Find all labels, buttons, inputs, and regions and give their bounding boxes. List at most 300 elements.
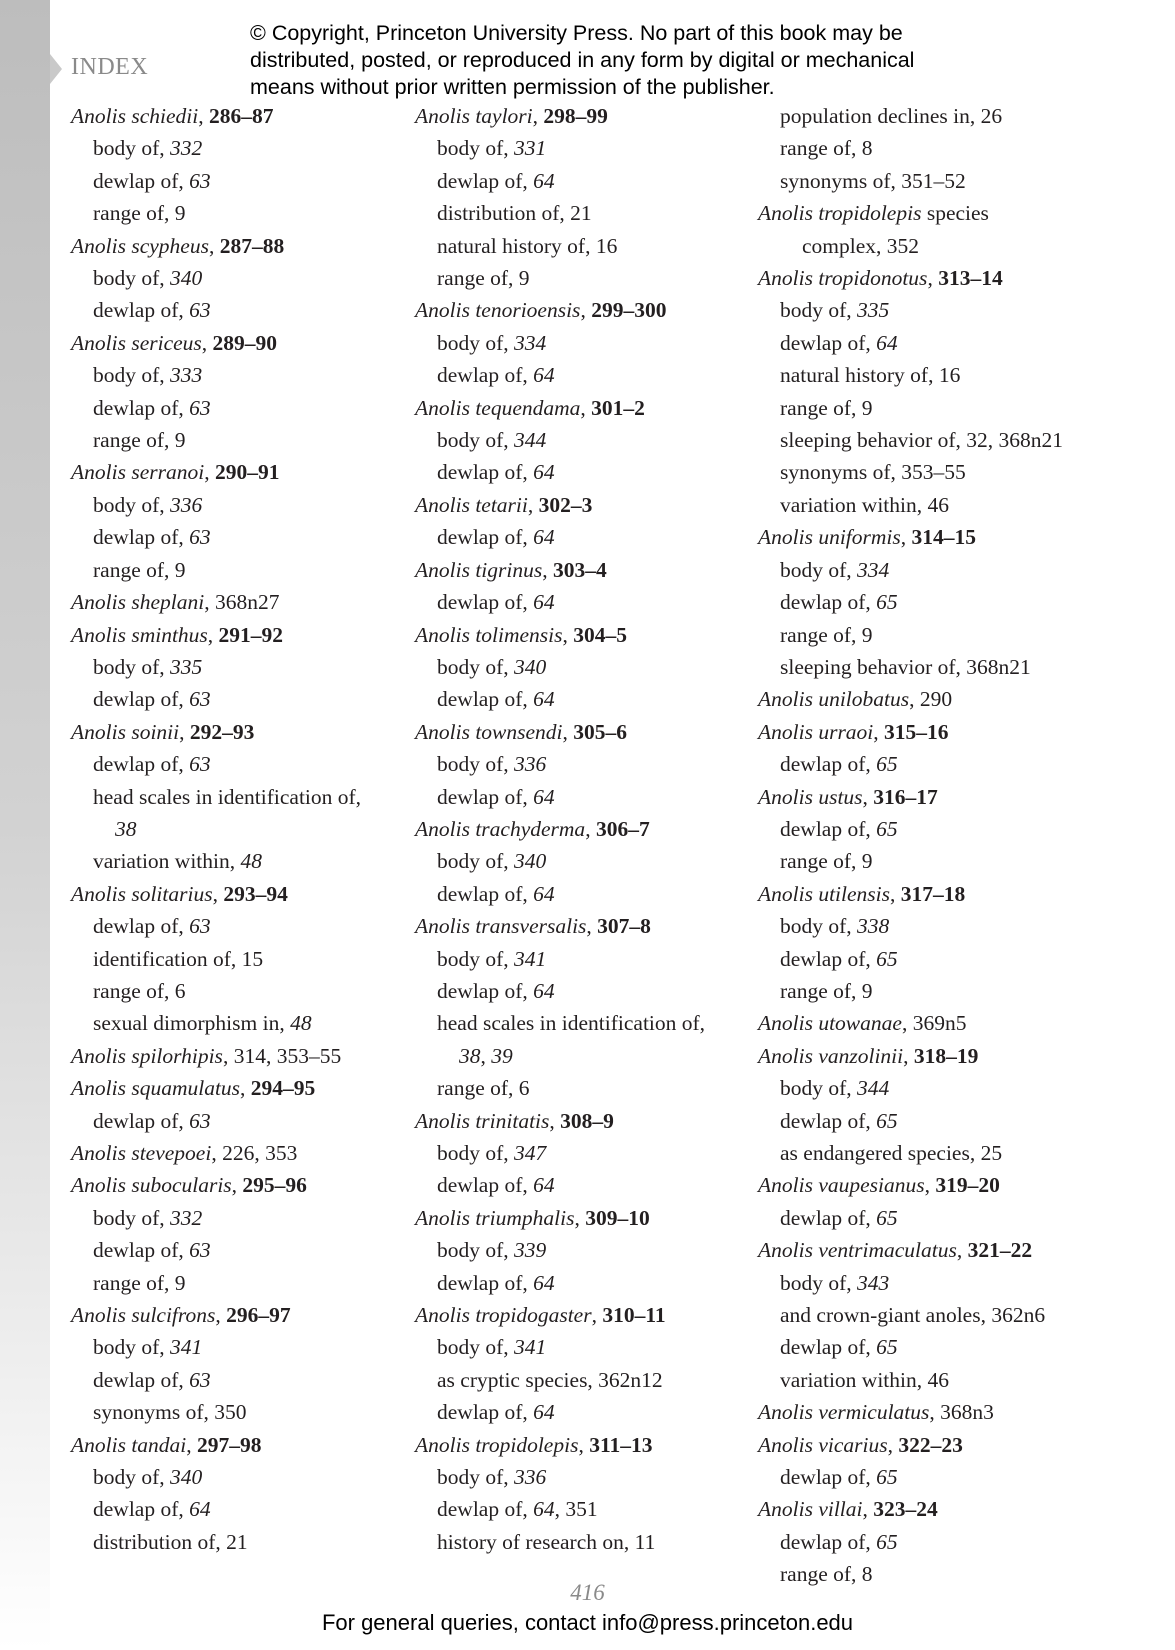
index-subentry (415, 683, 705, 715)
subentry-label: body of, (437, 428, 515, 453)
index-subentry (71, 813, 361, 845)
page-reference: 290–91 (214, 460, 280, 485)
index-entry (415, 489, 705, 521)
subentry-label: dewlap of, (93, 1367, 190, 1392)
index-subentry (415, 521, 705, 553)
entry-separator: , (527, 492, 539, 517)
subentry-label: range of, 9 (780, 978, 873, 1003)
page-reference: 287–88 (219, 233, 285, 258)
species-name: Anolis trinitatis (415, 1108, 550, 1133)
page-reference: 65 (876, 752, 898, 777)
entry-separator: , 368n27 (204, 590, 280, 615)
index-subentry (415, 975, 705, 1007)
subentry-label: dewlap of, (93, 298, 190, 323)
page-number: 416 (570, 1580, 605, 1605)
page-reference: 334 (857, 557, 890, 582)
page-reference: 336 (514, 1465, 547, 1490)
page-reference: 65 (876, 816, 898, 841)
index-entry (758, 1040, 1063, 1072)
page-reference: 341 (170, 1335, 203, 1360)
index-entry (71, 1299, 361, 1331)
page-reference: 315–16 (884, 719, 949, 744)
page-reference: 289–90 (212, 330, 278, 355)
page-reference: 340 (514, 849, 547, 874)
subentry-label: dewlap of, (93, 752, 190, 777)
subentry-label: body of, (93, 136, 171, 161)
index-subentry (415, 878, 705, 910)
index-subentry (758, 619, 1063, 651)
subentry-label: variation within, (93, 849, 241, 874)
page-reference: 316–17 (873, 784, 938, 809)
index-subentry (71, 1105, 361, 1137)
species-name: Anolis sulcifrons (71, 1303, 216, 1328)
page-reference: 313–14 (938, 266, 1003, 291)
subentry-label: body of, (437, 136, 515, 161)
index-entry (415, 100, 705, 132)
subentry-label: head scales in identification of, (93, 784, 362, 809)
subentry-label: dewlap of, (437, 1270, 534, 1295)
subentry-label: range of, 9 (780, 849, 873, 874)
index-subentry (71, 748, 361, 780)
page-reference: 65 (876, 1529, 898, 1554)
species-name: Anolis tropidogaster (415, 1303, 592, 1328)
index-subentry (758, 359, 1063, 391)
index-subentry (415, 262, 705, 294)
index-subentry (415, 424, 705, 456)
index-subentry (71, 262, 361, 294)
page-reference: 39 (491, 1043, 513, 1068)
entry-separator: species (921, 201, 989, 226)
subentry-label: body of, (437, 1238, 515, 1263)
index-entry (758, 521, 1063, 553)
entry-separator: , (862, 784, 874, 809)
species-name: Anolis sericeus (71, 330, 202, 355)
subentry-label: dewlap of, (780, 816, 877, 841)
page-reference: , (480, 1043, 492, 1068)
index-subentry (415, 1461, 705, 1493)
copyright-line: © Copyright, Princeton University Press. No part of this book may be (250, 21, 903, 45)
index-subentry (415, 327, 705, 359)
page-reference: 305–6 (573, 719, 628, 744)
subentry-label: dewlap of, (93, 1238, 190, 1263)
entry-separator: , 314, 353–55 (222, 1043, 342, 1068)
page-reference: 64 (533, 881, 555, 906)
page-reference: 302–3 (538, 492, 593, 517)
page-reference: 323–24 (873, 1497, 938, 1522)
page-reference: 336 (514, 752, 547, 777)
index-entry (71, 716, 361, 748)
page-reference: 63 (189, 1238, 211, 1263)
page-reference: 301–2 (591, 395, 645, 420)
entry-separator: , (924, 1173, 936, 1198)
index-subentry (415, 1137, 705, 1169)
index-entry (415, 619, 705, 651)
page-reference: 291–92 (218, 622, 284, 647)
page-reference: 48 (290, 1011, 312, 1036)
subentry-label: sleeping behavior of, 32, 368n21 (780, 428, 1064, 453)
index-entry (71, 327, 361, 359)
index-subentry (758, 230, 1063, 262)
subentry-label: synonyms of, 353–55 (780, 460, 966, 485)
index-entry (71, 1072, 361, 1104)
running-head: INDEX (71, 54, 149, 80)
subentry-label: as cryptic species, 362n12 (437, 1367, 663, 1392)
page-reference: 347 (514, 1141, 547, 1165)
index-entry (758, 1169, 1063, 1201)
index-entry (758, 262, 1063, 294)
subentry-label: dewlap of, (93, 1497, 190, 1522)
species-name: Anolis tandai (71, 1432, 187, 1457)
subentry-label: body of, (437, 752, 515, 777)
page-reference: 303–4 (552, 557, 607, 582)
subentry-label: dewlap of, (93, 525, 190, 550)
index-subentry (71, 1493, 361, 1525)
index-subentry (415, 586, 705, 618)
index-subentry (758, 910, 1063, 942)
subentry-label: natural history of, 16 (780, 363, 961, 388)
species-name: Anolis villai (758, 1497, 863, 1522)
species-name: Anolis sheplani (71, 590, 205, 615)
index-entry (758, 781, 1063, 813)
subentry-label: dewlap of, (780, 1529, 877, 1554)
index-entry (415, 910, 705, 942)
page-reference: 306–7 (595, 816, 650, 841)
page-reference: 64 (533, 460, 555, 485)
index-subentry (758, 1331, 1063, 1363)
index-subentry (71, 392, 361, 424)
page-reference: 63 (189, 298, 211, 323)
index-subentry (758, 586, 1063, 618)
subentry-label: body of, (437, 946, 515, 971)
species-name: Anolis utilensis (758, 881, 890, 906)
index-arrow-icon (50, 54, 62, 84)
footer-contact: For general queries, contact info@press.princeton.edu (321, 1610, 854, 1635)
subentry-label: dewlap of, (93, 395, 190, 420)
species-name: Anolis vermiculatus (758, 1400, 930, 1425)
subentry-label: body of, (93, 363, 171, 388)
subentry-label: range of, 9 (93, 428, 186, 453)
page-reference: 317–18 (900, 881, 966, 906)
page-reference: 63 (189, 525, 211, 550)
index-subentry (415, 359, 705, 391)
page-reference: 64 (533, 1497, 555, 1522)
page-reference: 294–95 (250, 1076, 316, 1101)
page-reference: 307–8 (597, 914, 651, 939)
subentry-label: range of, 6 (93, 978, 186, 1003)
entry-separator: , (215, 1303, 227, 1328)
entry-separator: , (578, 1432, 590, 1457)
species-name: Anolis scypheus (71, 233, 209, 258)
species-name: Anolis subocularis (71, 1173, 232, 1198)
index-subentry (71, 1234, 361, 1266)
page-reference: 63 (189, 914, 211, 939)
subentry-label: dewlap of, (437, 168, 534, 193)
index-column-2 (415, 100, 705, 1558)
page-reference: 64 (533, 784, 555, 809)
index-subentry (415, 1072, 705, 1104)
species-name: Anolis ustus (758, 784, 863, 809)
species-name: Anolis solitarius (71, 881, 213, 906)
index-entry (71, 1169, 361, 1201)
index-subentry (71, 910, 361, 942)
page-reference: 65 (876, 1108, 898, 1133)
index-entry (758, 683, 1063, 715)
subentry-label: body of, (780, 914, 858, 939)
page-reference: 64 (533, 978, 555, 1003)
index-entry (71, 586, 361, 618)
subentry-label: identification of, 15 (93, 946, 264, 971)
index-entry (71, 100, 361, 132)
entry-separator: , (201, 330, 213, 355)
page-reference: 38 (115, 816, 137, 841)
subentry-label: range of, 9 (437, 266, 530, 291)
index-subentry (758, 1105, 1063, 1137)
page-reference: 64 (533, 687, 555, 712)
index-entry (758, 878, 1063, 910)
index-subentry (71, 1202, 361, 1234)
index-subentry (415, 132, 705, 164)
page-reference: 63 (189, 687, 211, 712)
index-column-3 (758, 100, 1063, 1591)
index-subentry (758, 1299, 1063, 1331)
species-name: Anolis utowanae (758, 1011, 902, 1036)
species-name: Anolis sminthus (71, 622, 208, 647)
index-subentry (758, 165, 1063, 197)
entry-separator: , (574, 1205, 586, 1230)
page-reference: 311–13 (589, 1432, 653, 1457)
subentry-label: range of, 9 (93, 1270, 186, 1295)
index-subentry (71, 975, 361, 1007)
page-reference: 63 (189, 752, 211, 777)
index-subentry (758, 424, 1063, 456)
index-subentry (71, 521, 361, 553)
page-reference: 38 (459, 1043, 481, 1068)
subentry-label: as endangered species, 25 (780, 1141, 1003, 1165)
page-reference: 65 (876, 1465, 898, 1490)
index-subentry (415, 1007, 705, 1039)
index-entry (71, 878, 361, 910)
subentry-label: body of, (93, 654, 171, 679)
species-name: Anolis trachyderma (415, 816, 586, 841)
page-reference: 333 (170, 363, 203, 388)
index-subentry (415, 1267, 705, 1299)
subentry-label: dewlap of, (437, 881, 534, 906)
entry-separator: , (549, 1108, 561, 1133)
index-subentry (415, 1040, 705, 1072)
entry-separator: , (208, 233, 220, 258)
subentry-label: body of, (93, 1205, 171, 1230)
subentry-label: range of, 9 (780, 395, 873, 420)
subentry-label: dewlap of, (780, 1108, 877, 1133)
entry-separator: , (532, 104, 544, 128)
subentry-label: synonyms of, 351–52 (780, 168, 966, 193)
index-entry (758, 1007, 1063, 1039)
index-entry (415, 716, 705, 748)
subentry-label: dewlap of, (437, 363, 534, 388)
page-reference: 309–10 (585, 1205, 650, 1230)
page-reference: 319–20 (935, 1173, 1000, 1198)
index-subentry (758, 392, 1063, 424)
subentry-label: dewlap of, (437, 978, 534, 1003)
species-name: Anolis tigrinus (415, 557, 543, 582)
species-name: Anolis taylori (415, 104, 533, 128)
species-name: Anolis tenorioensis (415, 298, 581, 323)
page-reference: 293–94 (223, 881, 288, 906)
entry-separator: , (873, 719, 885, 744)
species-name: Anolis tolimensis (415, 622, 563, 647)
index-subentry (71, 943, 361, 975)
entry-separator: , (186, 1432, 198, 1457)
species-name: Anolis serranoi (71, 460, 205, 485)
subentry-label: dewlap of, (93, 914, 190, 939)
species-name: Anolis townsendi (415, 719, 563, 744)
subentry-label: dewlap of, (93, 168, 190, 193)
page-reference: 64 (533, 1270, 555, 1295)
index-entry (758, 197, 1063, 229)
subentry-label: range of, 9 (93, 201, 186, 226)
entry-separator: , (887, 1432, 899, 1457)
index-subentry (71, 1364, 361, 1396)
species-name: Anolis vanzolinii (758, 1043, 904, 1068)
species-name: Anolis tropidolepis (415, 1432, 579, 1457)
entry-separator: , 369n5 (901, 1011, 967, 1036)
subentry-label: body of, (93, 1465, 171, 1490)
page-reference: 292–93 (189, 719, 255, 744)
subentry-label: body of, (93, 266, 171, 291)
page-reference: 296–97 (226, 1303, 291, 1328)
subentry-label: population declines in, 26 (780, 104, 1003, 128)
subentry-label: body of, (437, 849, 515, 874)
page-reference: 314–15 (911, 525, 977, 550)
species-name: Anolis spilorhipis (71, 1043, 223, 1068)
page-reference: 64 (533, 168, 555, 193)
index-subentry (415, 197, 705, 229)
index-entry (71, 1040, 361, 1072)
page-reference: 331 (514, 136, 547, 161)
species-name: Anolis stevepoei (71, 1141, 212, 1165)
subentry-label: body of, (93, 1335, 171, 1360)
subentry-label: dewlap of, (437, 1173, 534, 1198)
page-reference: 308–9 (560, 1108, 614, 1133)
species-name: Anolis squamulatus (71, 1076, 241, 1101)
species-name: Anolis soinii (71, 719, 180, 744)
page-reference: 344 (857, 1076, 890, 1101)
species-name: Anolis urraoi (758, 719, 874, 744)
subentry-label: body of, (437, 1465, 515, 1490)
subentry-label: range of, 8 (780, 136, 873, 161)
subentry-label: dewlap of, (93, 1108, 190, 1133)
index-subentry (415, 651, 705, 683)
index-subentry (415, 943, 705, 975)
index-subentry (415, 781, 705, 813)
page-reference: 322–23 (898, 1432, 963, 1457)
index-subentry (758, 1137, 1063, 1169)
index-subentry (758, 294, 1063, 326)
page-reference: 341 (514, 1335, 547, 1360)
index-entry (758, 716, 1063, 748)
species-name: Anolis ventrimaculatus (758, 1238, 957, 1263)
index-subentry (415, 230, 705, 262)
page-reference: 64 (533, 363, 555, 388)
index-entry (415, 813, 705, 845)
subentry-label: body of, (780, 1270, 858, 1295)
index-subentry (415, 1331, 705, 1363)
index-subentry (415, 1396, 705, 1428)
index-subentry (71, 294, 361, 326)
index-entry (71, 230, 361, 262)
subentry-label: range of, 9 (93, 557, 186, 582)
index-subentry (415, 1169, 705, 1201)
index-entry (415, 554, 705, 586)
subentry-label: distribution of, 21 (93, 1529, 248, 1554)
index-subentry (415, 845, 705, 877)
index-subentry (71, 1331, 361, 1363)
index-subentry (415, 1234, 705, 1266)
index-subentry (71, 554, 361, 586)
subentry-label: distribution of, 21 (437, 201, 592, 226)
page-reference: 340 (170, 1465, 203, 1490)
page-reference: 64 (533, 525, 555, 550)
index-entry (758, 1396, 1063, 1428)
subentry-label: variation within, 46 (780, 492, 949, 517)
sidebar-bar (0, 0, 50, 1650)
index-subentry (71, 132, 361, 164)
index-subentry (758, 1202, 1063, 1234)
index-subentry (71, 845, 361, 877)
index-entry (758, 1429, 1063, 1461)
index-subentry (415, 1364, 705, 1396)
page-reference: 63 (189, 1367, 211, 1392)
index-subentry (71, 683, 361, 715)
page-reference: 65 (876, 1205, 898, 1230)
index-subentry (758, 1364, 1063, 1396)
page-reference: 65 (876, 946, 898, 971)
subentry-label: body of, (780, 298, 858, 323)
index-subentry (758, 1526, 1063, 1558)
subentry-label: body of, (437, 1141, 515, 1165)
subentry-label: body of, (93, 492, 171, 517)
subentry-label: body of, (437, 1335, 515, 1360)
subentry-label: range of, 9 (780, 622, 873, 647)
index-subentry (71, 359, 361, 391)
index-subentry (71, 651, 361, 683)
index-column-1 (71, 100, 361, 1558)
index-entry (415, 1202, 705, 1234)
page-reference: 321–22 (967, 1238, 1033, 1263)
page-reference: 339 (514, 1238, 547, 1263)
page-reference: 63 (189, 1108, 211, 1133)
index-subentry (758, 456, 1063, 488)
page-reference: 344 (514, 428, 547, 453)
entry-separator: , (591, 1303, 603, 1328)
index-entry (71, 1137, 361, 1169)
page-reference: 343 (857, 1270, 890, 1295)
page-reference: 335 (170, 654, 203, 679)
subentry-label: dewlap of, (780, 1205, 877, 1230)
index-subentry (758, 489, 1063, 521)
page-reference: 318–19 (913, 1043, 979, 1068)
subentry-label: history of research on, 11 (437, 1529, 656, 1554)
index-subentry (71, 489, 361, 521)
index-entry (758, 1234, 1063, 1266)
page-reference: 298–99 (543, 104, 608, 128)
species-name: Anolis uniformis (758, 525, 901, 550)
species-name: Anolis transversalis (415, 914, 587, 939)
index-subentry (415, 456, 705, 488)
subentry-label: sexual dimorphism in, (93, 1011, 291, 1036)
page-reference: 64 (189, 1497, 211, 1522)
page-reference: 310–11 (602, 1303, 666, 1328)
